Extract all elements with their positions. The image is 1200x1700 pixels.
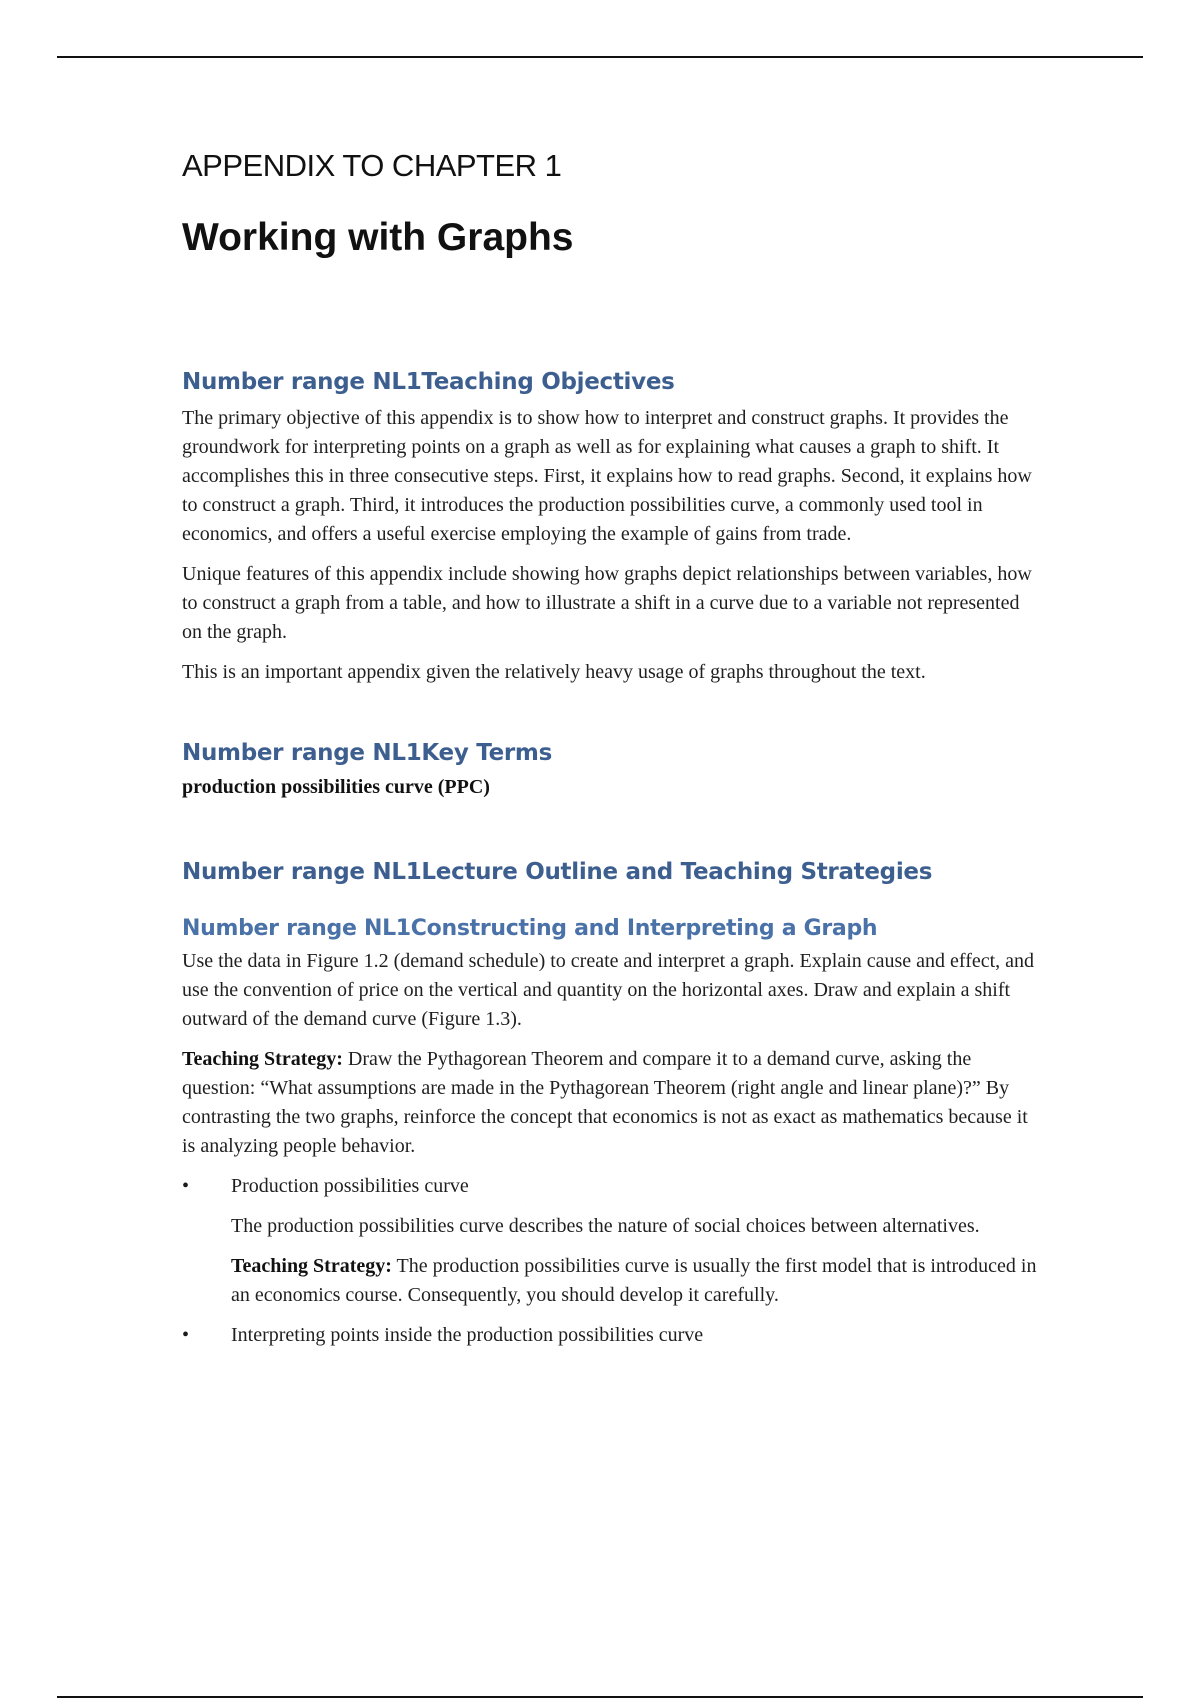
bullet-icon: • xyxy=(182,1324,190,1346)
objectives-paragraph: Unique features of this appendix include showing how graphs depict relationships between variables, how to construct a graph from a table, and how to illustrate a shift in a curve due to a variable not represented on the graph. xyxy=(182,563,1032,643)
teaching-strategy-text: Draw the Pythagorean Theorem and compare it to a demand curve, asking the question: “What assumptions are made in the Pythagorean Theorem (right angle and linear plane)?” By contrasting the two graphs, reinforce the concept that economics is not as exact as mathematics because it is analyzing people behavior. xyxy=(182,1048,1028,1157)
bullet-icon: • xyxy=(182,1175,190,1197)
subsection-heading-constructing: Number range NL1Constructing and Interpreting a Graph xyxy=(182,916,878,941)
bullet-title: Interpreting points inside the production possibilities curve xyxy=(231,1324,704,1346)
section-heading-outline: Number range NL1Lecture Outline and Teaching Strategies xyxy=(182,859,933,885)
page-title: Working with Graphs xyxy=(182,216,574,259)
bullet-description: The production possibilities curve describes the nature of social choices between alternatives. xyxy=(231,1215,980,1237)
bottom-rule xyxy=(57,1696,1143,1698)
appendix-label: APPENDIX TO CHAPTER 1 xyxy=(182,148,562,183)
objectives-paragraph: The primary objective of this appendix is to show how to interpret and construct graphs. It provides the groundwork for interpreting points on a graph as well as for explaining what causes a graph to shift. It accomplishes this in three consecutive steps. First, it explains how to read graphs. Second, it explains how to construct a graph. Third, it introduces the production possibilities curve, a commonly used tool in economics, and offers a useful exercise employing the example of gains from trade. xyxy=(182,407,1032,545)
key-term: production possibilities curve (PPC) xyxy=(182,776,490,798)
list-item xyxy=(182,1321,1042,1350)
teaching-strategy-paragraph xyxy=(182,1045,1042,1161)
bullet-list xyxy=(182,1172,1042,1350)
objectives-paragraph: This is an important appendix given the relatively heavy usage of graphs throughout the text. xyxy=(182,661,926,683)
section-heading-key-terms: Number range NL1Key Terms xyxy=(182,740,552,766)
list-item xyxy=(182,1172,1042,1310)
top-rule xyxy=(57,56,1143,58)
page-content xyxy=(182,146,1042,1361)
bullet-title: Production possibilities curve xyxy=(231,1175,469,1197)
section-heading-objectives: Number range NL1Teaching Objectives xyxy=(182,369,675,395)
bullet-teaching-strategy xyxy=(231,1252,1042,1310)
teaching-strategy-label: Teaching Strategy: xyxy=(182,1048,343,1070)
teaching-strategy-label: Teaching Strategy: xyxy=(231,1255,392,1277)
teaching-strategy-text: The production possibilities curve is usually the first model that is introduced in an economics course. Consequently, you should develop it carefully. xyxy=(231,1255,1037,1306)
subsection-paragraph: Use the data in Figure 1.2 (demand schedule) to create and interpret a graph. Explain cause and effect, and use the convention of price on the vertical and quantity on the horizontal axes. Draw and explain a shift outward of the demand curve (Figure 1.3). xyxy=(182,950,1035,1030)
